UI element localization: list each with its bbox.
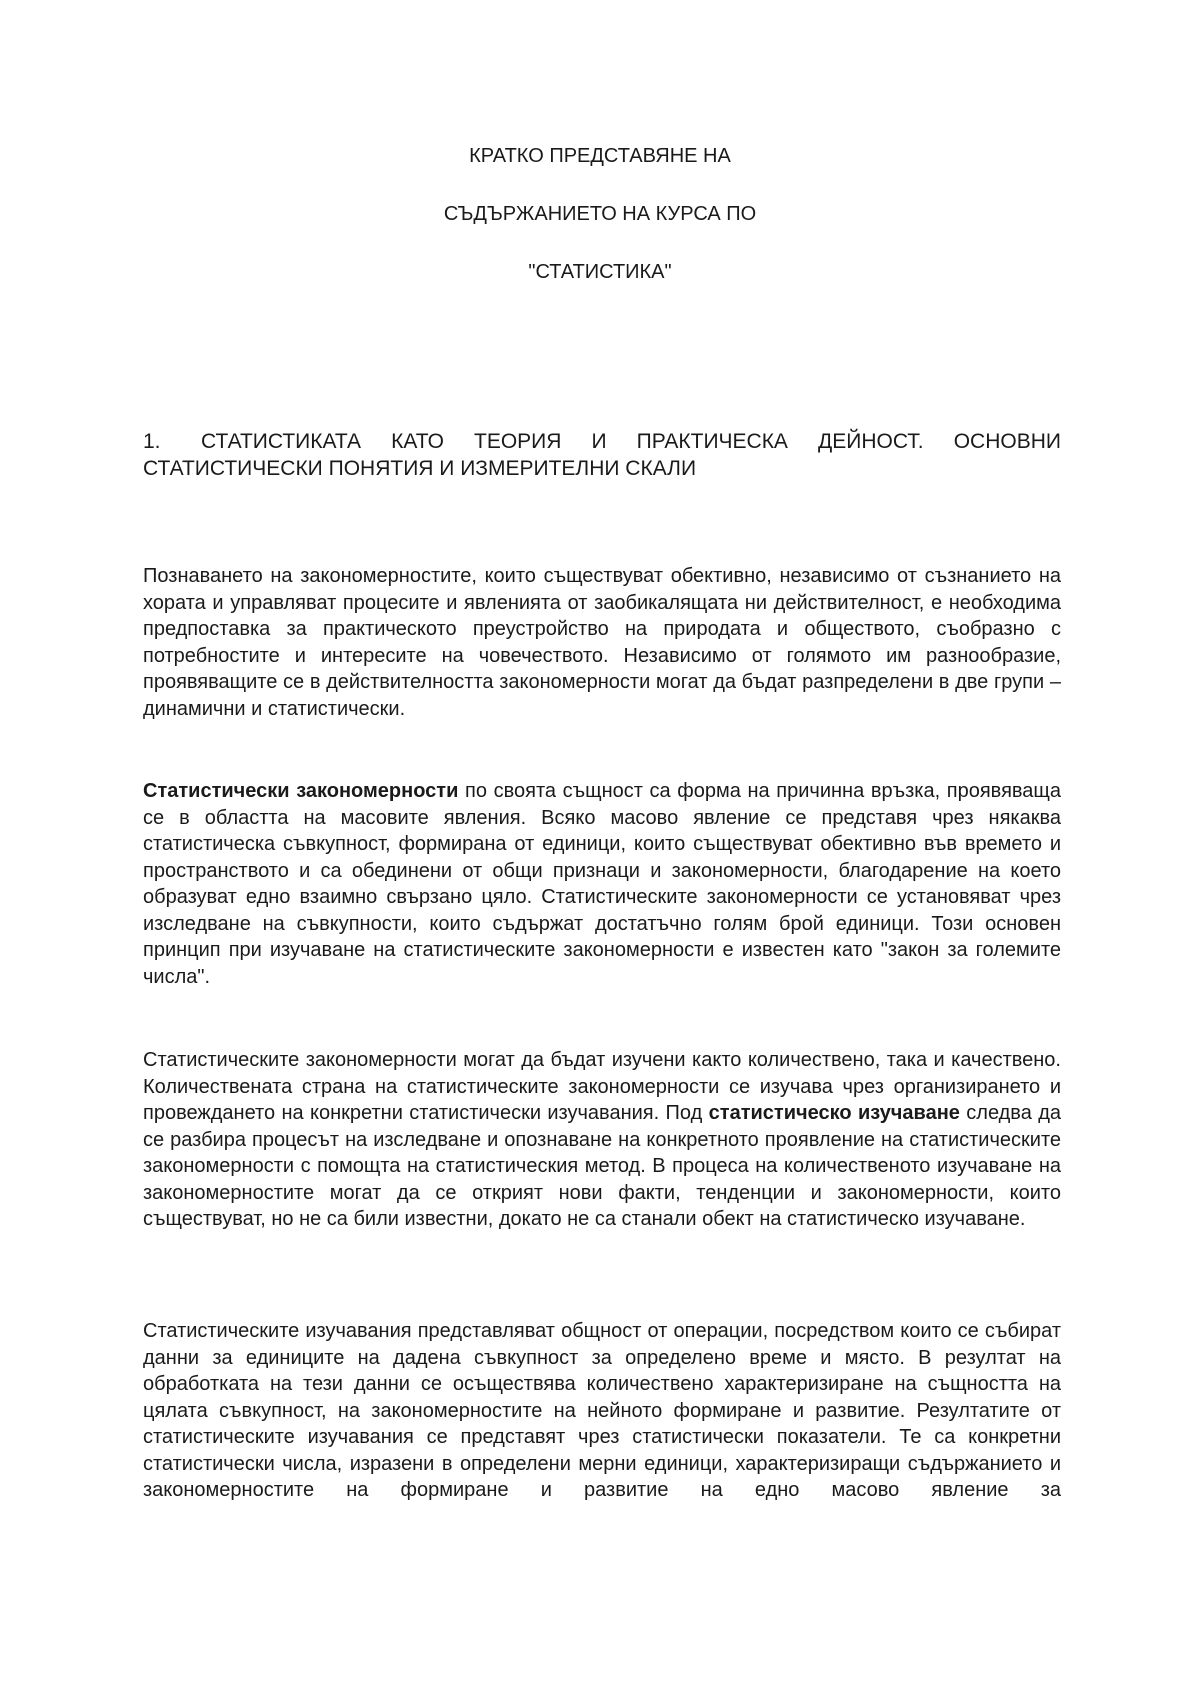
- term-statistical-regularities: Статистически закономерности: [143, 780, 459, 802]
- paragraph-4: Статистическите изучавания представляват общност от операции, посредством които се събират данни за единиците на дадена съвкупност за определено време и място. В резултат на обработката на тези данни се осъществява количествено характеризиране на същността на цялата съвкупност, на закономерностите на нейното формиране и развитие. Резултатите от статистическите изучавания се представят чрез статистически показатели. Те са конкретни статистически числа, изразени в определени мерни единици, характеризиращи съдържанието и закономерностите на формиране и развитие на едно масово явление за: [143, 1320, 1061, 1501]
- section-heading: [143, 428, 1061, 482]
- document-title: [0, 146, 1200, 320]
- paragraph-3: [143, 1047, 1061, 1233]
- paragraph-1: Познаването на закономерностите, които съществуват обективно, независимо от съзнанието на хората и управляват процесите и явленията от заобикалящата ни действителност, е необходима предпоставка за практическото преустройство на природата и обществото, съобразно с потребностите и интересите на човечеството. Независимо от голямото им разнообразие, проявяващите се в действителността закономерности могат да бъдат разпределени в две групи – динамични и статистически.: [143, 565, 1061, 720]
- paragraph-3-start: Статистическите закономерности могат да бъдат изучени както количествено, така и качествено. Количествената страна на статистическите закономерности се изучава чрез организирането и провеждането на конкретни статистически изучавания. Под: [143, 1049, 1061, 1124]
- title-line-2: СЪДЪРЖАНИЕТО НА КУРСА ПО: [443, 203, 757, 225]
- section-number: 1.: [143, 430, 161, 453]
- title-line-3: "СТАТИСТИКА": [528, 261, 672, 283]
- title-line-1: КРАТКО ПРЕДСТАВЯНЕ НА: [469, 145, 731, 167]
- paragraph-2: [143, 778, 1061, 990]
- paragraph-3-text: следва да се разбира процесът на изследване и опознаване на конкретното проявление на статистическите закономерности с помощта на статистическия метод. В процеса на количественото изучаване на закономерностите могат да се открият нови факти, тенденции и закономерности, които съществуват, но не са били известни, докато не са станали обект на статистическо изучаване.: [143, 1102, 1062, 1230]
- paragraph-2-text: по своята същност са форма на причинна връзка, проявяваща се в областта на масовите явления. Всяко масово явление се представя чрез някаква статистическа съвкупност, формирана от единици, които съществуват обективно във времето и пространството и са обединени от общи признаци и закономерности, благодарение на което образуват едно взаимно свързано цяло. Статистическите закономерности се установяват чрез изследване на съвкупности, които съдържат достатъчно голям брой единици. Този основен принцип при изучаване на статистическите закономерности е известен като "закон за големите числа".: [143, 780, 1062, 988]
- term-statistical-study: статистическо изучаване: [708, 1102, 960, 1124]
- section-heading-text: СТАТИСТИКАТА КАТО ТЕОРИЯ И ПРАКТИЧЕСКА ДЕЙНОСТ. ОСНОВНИ СТАТИСТИЧЕСКИ ПОНЯТИЯ И ИЗМЕРИТЕЛНИ СКАЛИ: [143, 430, 1061, 480]
